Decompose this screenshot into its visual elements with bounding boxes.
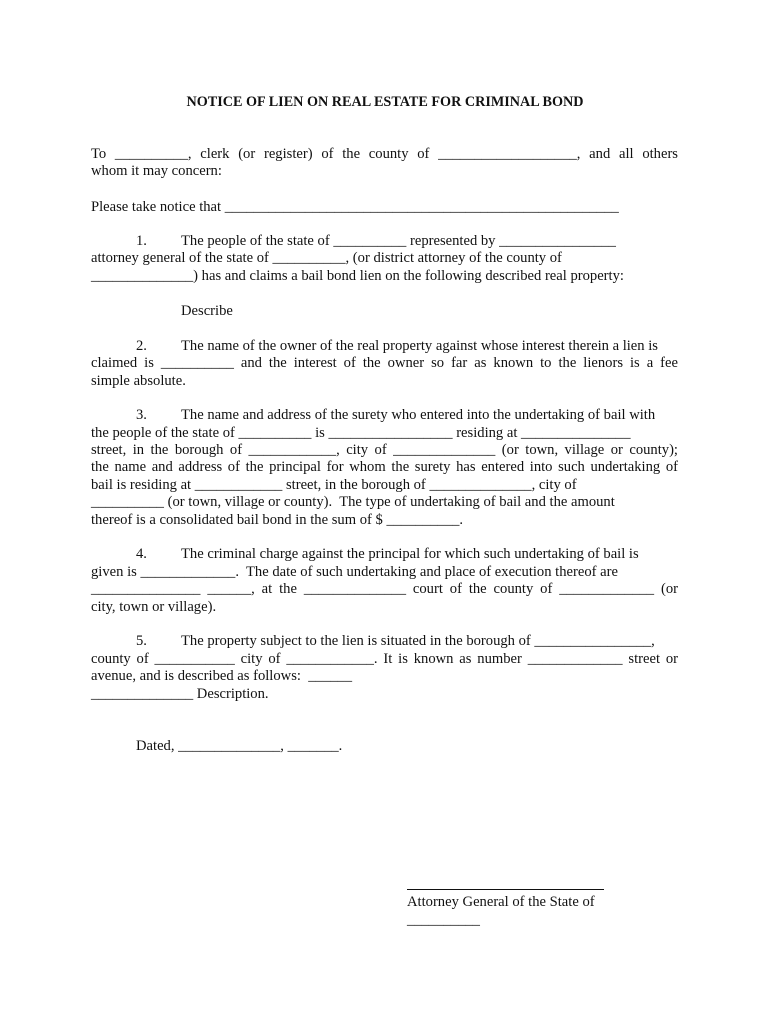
paragraph-4-line-3: _______________ ______, at the ______________ court of the county of _____________ (or bbox=[91, 581, 678, 597]
paragraph-2-line-1: The name of the owner of the real property against whose interest therein a lien is bbox=[181, 338, 658, 354]
paragraph-1-line-2: attorney general of the state of __________, (or district attorney of the county of bbox=[91, 250, 562, 266]
signature-rule bbox=[407, 889, 604, 890]
paragraph-4-number: 4. bbox=[136, 546, 147, 562]
paragraph-5-line-3: avenue, and is described as follows: ______ bbox=[91, 668, 353, 684]
paragraph-1-number: 1. bbox=[136, 233, 147, 249]
paragraph-3-line-2: the people of the state of __________ is _________________ residing at _______________ bbox=[91, 425, 631, 441]
signature-title: Attorney General of the State of bbox=[407, 894, 595, 910]
paragraph-1-line-3: ______________) has and claims a bail bond lien on the following described real property: bbox=[91, 268, 624, 284]
signature-state-blank: __________ bbox=[407, 912, 480, 928]
salutation-line-2: whom it may concern: bbox=[91, 163, 222, 179]
paragraph-1-line-1: The people of the state of __________ represented by ________________ bbox=[181, 233, 616, 249]
paragraph-4-line-1: The criminal charge against the principal for which such undertaking of bail is bbox=[181, 546, 639, 562]
paragraph-3-line-1: The name and address of the surety who entered into the undertaking of bail with bbox=[181, 407, 656, 423]
dated-line: Dated, ______________, _______. bbox=[136, 738, 343, 754]
paragraph-5-line-1: The property subject to the lien is situated in the borough of ________________, bbox=[181, 633, 655, 649]
paragraph-3-line-4: the name and address of the principal for whom the surety has entered into such undertaking of bbox=[91, 459, 678, 475]
paragraph-3-line-7: thereof is a consolidated bail bond in the sum of $ __________. bbox=[91, 512, 464, 528]
paragraph-3-number: 3. bbox=[136, 407, 147, 423]
paragraph-2-number: 2. bbox=[136, 338, 147, 354]
paragraph-5-number: 5. bbox=[136, 633, 147, 649]
paragraph-2-line-2: claimed is __________ and the interest of the owner so far as known to the lienors is a fee bbox=[91, 355, 678, 371]
paragraph-3-line-6: __________ (or town, village or county). The type of undertaking of bail and the amount bbox=[91, 494, 615, 510]
paragraph-3-line-3: street, in the borough of ____________, city of ______________ (or town, village or county); bbox=[91, 442, 678, 458]
paragraph-2-line-3: simple absolute. bbox=[91, 373, 186, 389]
document-title: NOTICE OF LIEN ON REAL ESTATE FOR CRIMINAL BOND bbox=[186, 94, 584, 110]
paragraph-3-line-5: bail is residing at ____________ street, in the borough of ______________, city of bbox=[91, 477, 577, 493]
paragraph-5-line-4: ______________ Description. bbox=[91, 686, 269, 702]
salutation-line-1: To __________, clerk (or register) of the county of ___________________, and all others bbox=[91, 146, 678, 162]
paragraph-1-describe: Describe bbox=[181, 303, 233, 319]
paragraph-4-line-2: given is _____________. The date of such undertaking and place of execution thereof are bbox=[91, 564, 618, 580]
paragraph-4-line-4: city, town or village). bbox=[91, 599, 217, 615]
notice-line: Please take notice that ______________________________________________________ bbox=[91, 199, 619, 215]
paragraph-5-line-2: county of ___________ city of ____________. It is known as number _____________ street or bbox=[91, 651, 678, 667]
